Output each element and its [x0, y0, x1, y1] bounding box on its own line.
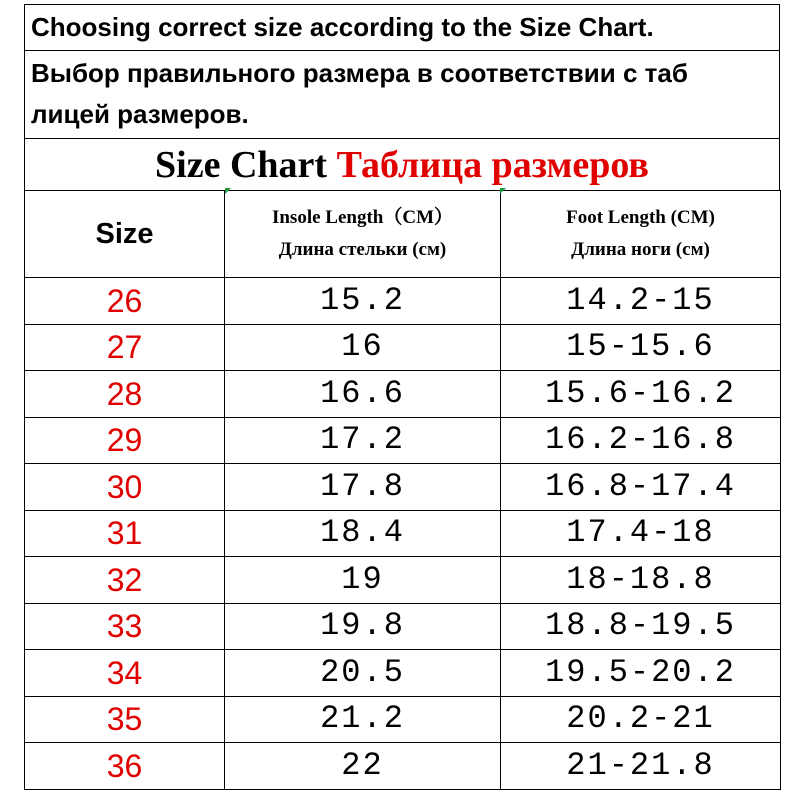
- foot-length-cell: 16.8-17.4: [501, 464, 781, 511]
- foot-length-cell: 14.2-15: [501, 278, 781, 325]
- insole-length-cell: 22: [225, 743, 501, 790]
- foot-length-header-russian: Длина ноги (см): [571, 239, 710, 260]
- insole-length-cell: 21.2: [225, 696, 501, 743]
- insole-length-header-russian: Длина стельки (см): [278, 239, 447, 260]
- table-header-row: [25, 191, 781, 278]
- table-row: [25, 510, 781, 557]
- foot-length-cell: 20.2-21: [501, 696, 781, 743]
- table-row: [25, 603, 781, 650]
- russian-instruction-line-1: Выбор правильного размера в соответствии с таб: [31, 58, 688, 88]
- size-cell: 32: [25, 557, 225, 604]
- size-cell: 36: [25, 743, 225, 790]
- table-row: [25, 557, 781, 604]
- insole-length-cell: 16.6: [225, 371, 501, 418]
- table-row: [25, 371, 781, 418]
- foot-length-header-english: Foot Length (CM): [566, 207, 715, 228]
- table-row: [25, 464, 781, 511]
- insole-length-column-header: [225, 191, 501, 278]
- size-cell: 31: [25, 510, 225, 557]
- table-row: [25, 743, 781, 790]
- foot-length-cell: 21-21.8: [501, 743, 781, 790]
- chart-title-russian: Таблица размеров: [336, 144, 649, 186]
- insole-length-cell: 17.8: [225, 464, 501, 511]
- table-row: [25, 324, 781, 371]
- size-table: [24, 190, 781, 790]
- russian-instruction: [24, 50, 780, 138]
- comment-marker-icon: [225, 188, 231, 194]
- foot-length-cell: 18.8-19.5: [501, 603, 781, 650]
- size-cell: 34: [25, 650, 225, 697]
- size-cell: 35: [25, 696, 225, 743]
- table-row: [25, 278, 781, 325]
- foot-length-cell: 16.2-16.8: [501, 417, 781, 464]
- english-instruction: Choosing correct size according to the Size Chart.: [24, 4, 780, 50]
- size-cell: 29: [25, 417, 225, 464]
- size-cell: 26: [25, 278, 225, 325]
- table-row: [25, 417, 781, 464]
- insole-length-cell: 15.2: [225, 278, 501, 325]
- foot-length-cell: 15-15.6: [501, 324, 781, 371]
- size-column-header: Size: [25, 191, 225, 278]
- size-cell: 27: [25, 324, 225, 371]
- foot-length-cell: 15.6-16.2: [501, 371, 781, 418]
- foot-length-cell: 19.5-20.2: [501, 650, 781, 697]
- foot-length-cell: 17.4-18: [501, 510, 781, 557]
- russian-instruction-line-2: лицей размеров.: [31, 99, 249, 129]
- comment-marker-icon: [500, 188, 506, 194]
- insole-length-cell: 18.4: [225, 510, 501, 557]
- table-row: [25, 650, 781, 697]
- insole-length-header-english: Insole Length（CM）: [271, 207, 454, 228]
- size-cell: 33: [25, 603, 225, 650]
- chart-title-english: Size Chart: [155, 144, 328, 186]
- table-row: [25, 696, 781, 743]
- size-cell: 30: [25, 464, 225, 511]
- insole-length-cell: 17.2: [225, 417, 501, 464]
- insole-length-cell: 20.5: [225, 650, 501, 697]
- insole-length-cell: 16: [225, 324, 501, 371]
- insole-length-cell: 19.8: [225, 603, 501, 650]
- insole-length-cell: 19: [225, 557, 501, 604]
- size-chart-sheet: [24, 4, 780, 790]
- foot-length-cell: 18-18.8: [501, 557, 781, 604]
- foot-length-column-header: [501, 191, 781, 278]
- size-cell: 28: [25, 371, 225, 418]
- chart-title: [24, 138, 780, 190]
